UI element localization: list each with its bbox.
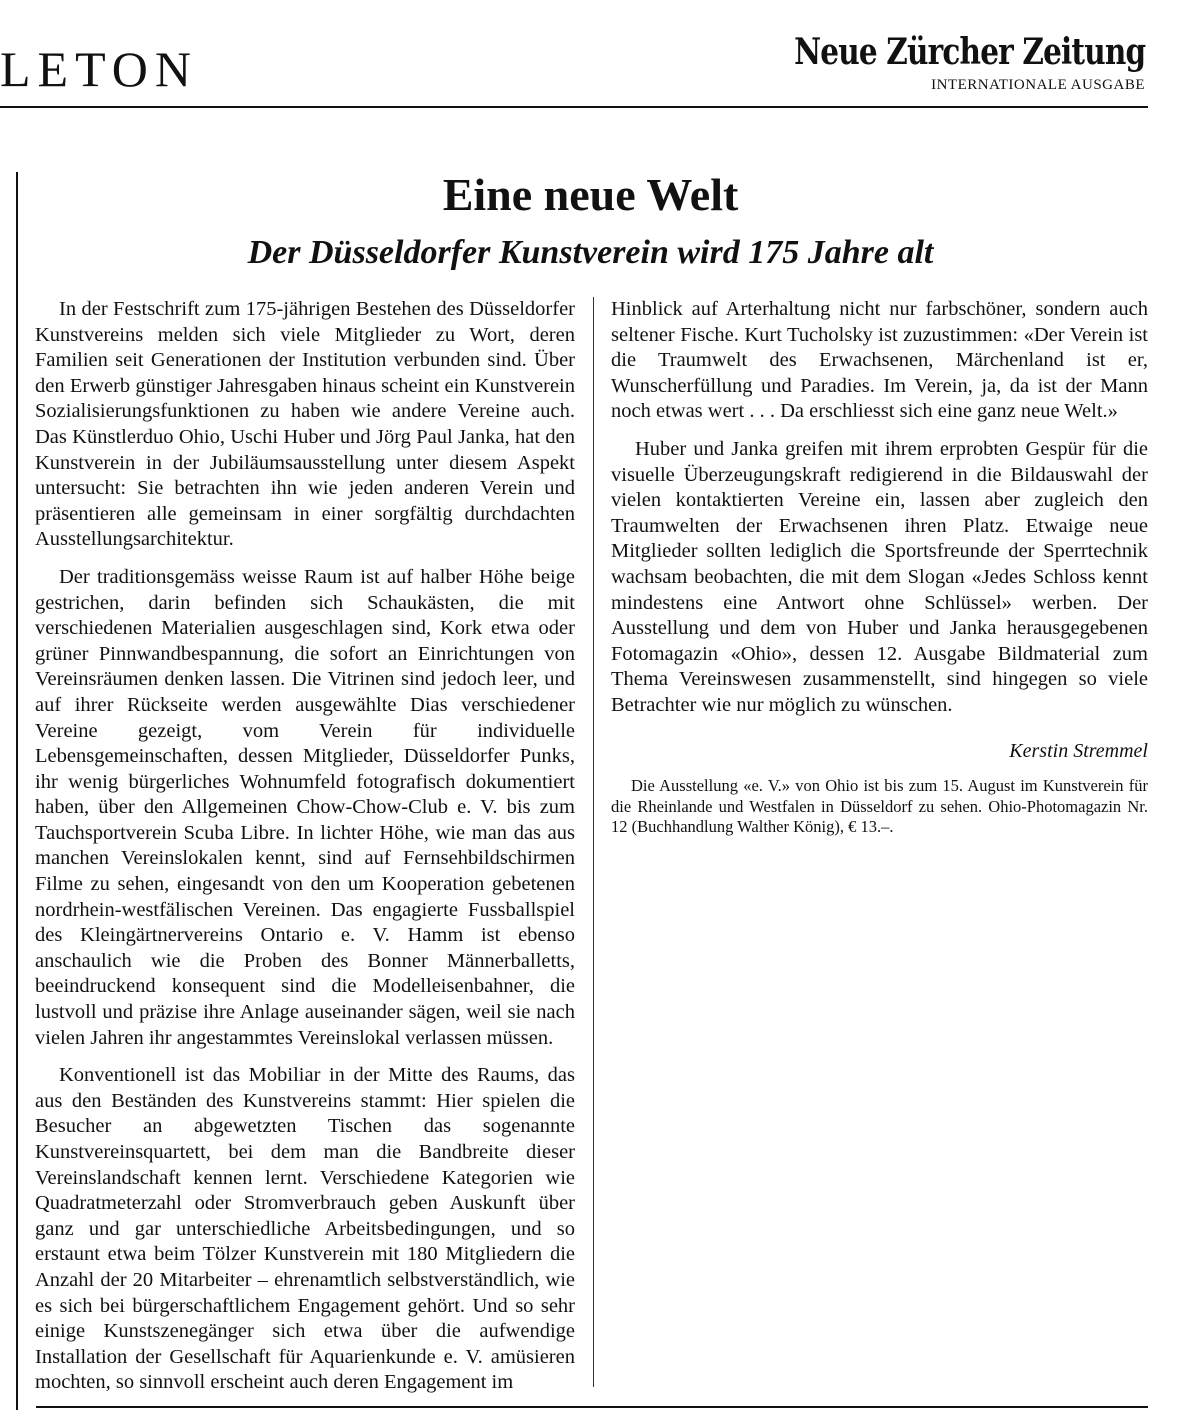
footer-rule (36, 1406, 1148, 1408)
article-paragraph: In der Festschrift zum 175-jährigen Bestehen des Düsseldorfer Kunstvereins melden sich viele Mitglieder zu Wort, deren Familien seit Generationen der Institution verbunden sind. Über den Erwerb günstiger Jahresgaben hinaus scheint ein Kunstverein Sozialisierungsfunktionen zu haben wie andere Vereine auch. Das Künstlerduo Ohio, Uschi Huber und Jörg Paul Janka, hat den Kunstverein in der Jubiläumsausstellung unter diesem Aspekt untersucht: Sie betrachten ihn wie jeden anderen Verein und präsentieren alle gemeinsam in einer sorgfältig durchdachten Ausstellungsarchitektur. (35, 298, 575, 551)
exhibition-info: Die Ausstellung «e. V.» von Ohio ist bis zum 15. August im Kunstverein für die Rheinlande und Westfalen in Düsseldorf zu sehen. Ohio-Photomagazin Nr. 12 (Buchhandlung Walther König), € 13.–. (611, 776, 1148, 837)
article-column-right (611, 297, 1148, 838)
article-column-left (35, 297, 575, 1396)
header-rule (0, 106, 1148, 108)
section-title: LETON (0, 41, 198, 97)
article-paragraph: Konventionell ist das Mobiliar in der Mitte des Raums, das aus den Beständen des Kunstvereins stammt: Hier spielen die Besucher an abgewetzten Tischen das sogenannte Kunstvereinsquartett, bei dem man die Bandbreite dieser Vereinslandschaft kennen lernt. Verschiedene Kategorien wie Quadratmeterzahl oder Stromverbrauch geben Auskunft über ganz und gar unterschiedliche Arbeitsbedingungen, und so erstaunt etwa beim Tölzer Kunstverein mit 180 Mitgliedern die Anzahl der 20 Mitarbeiter – ehrenamtlich selbstverständlich, wie es sich bei bürgerschaftlichem Engagement gehört. Und so sehr einige Kunstszenegänger sich etwa über die aufwendige Installation der Gesellschaft für Aquarienkunde e. V. amüsieren mochten, so sinnvoll erscheint auch deren Engagement im (35, 1064, 575, 1394)
article-title: Eine neue Welt (442, 169, 739, 220)
article-paragraph: Der traditionsgemäss weisse Raum ist auf halber Höhe beige gestrichen, darin befinden sich Schaukästen, die mit verschiedenen Materialien ausgeschlagen sind, Kork etwa oder grüner Pinnwandbespannung, die sofort an Einrichtungen von Vereinsräumen denken lassen. Die Vitrinen sind jedoch leer, und auf ihrer Rückseite werden ausgewählte Dias verschiedener Vereine gezeigt, vom Verein für individuelle Lebensgemeinschaften, dessen Mitglieder, Düsseldorfer Punks, ihr wenig bürgerliches Wohnumfeld fotografisch dokumentiert haben, über den Allgemeinen Chow-Chow-Club e. V. bis zum Tauchsportverein Scuba Libre. In lichter Höhe, wie man das aus manchen Vereinslokalen kennt, sind auf Fernsehbildschirmen Filme zu sehen, eingesandt von den um Kooperation gebetenen nordrhein-westfälischen Vereinen. Das engagierte Fussballspiel des Kleingärtnervereins Ontario e. V. Hamm ist ebenso anschaulich wie die Proben des Bonner Männerballetts, beeindruckend konsequent sind die Modelleisenbahner, die lustvoll und präzise ihre Anlage auseinander sägen, weil sie nach vielen Jahren ihr angestammtes Vereinslokal verlassen müssen. (35, 565, 575, 1049)
left-margin-rule (16, 172, 18, 1410)
article-paragraph-continued: Hinblick auf Arterhaltung nicht nur farbschöner, sondern auch seltener Fische. Kurt Tucholsky ist zuzustimmen: «Der Verein ist die Traumwelt des Erwachsenen, Märchenland ist er, Wunscherfüllung und Paradies. Im Verein, ja, da ist der Mann noch etwas wert . . . Da erschliesst sich eine ganz neue Welt.» (611, 298, 1148, 423)
newspaper-logo: Neue Zürcher Zeitung (793, 31, 1145, 73)
column-divider (593, 297, 594, 1387)
edition-label: INTERNATIONALE AUSGABE (931, 77, 1145, 93)
article-paragraph: Huber und Janka greifen mit ihrem erprobten Gespür für die visuelle Überzeugungskraft redigierend in die Bildauswahl der vielen kontaktierten Vereine ein, lassen aber zugleich den Traumwelten der Erwachsenen ihren Platz. Etwaige neue Mitglieder sollten lediglich die Sportsfreunde der Sperrtechnik wachsam beobachten, die mit dem Slogan «Jedes Schloss kennt mindestens eine Antwort ohne Schlüssel» werben. Der Ausstellung und dem von Huber und Janka herausgegebenen Fotomagazin «Ohio», dessen 12. Ausgabe Bildmaterial zum Thema Vereinswesen zusammenstellt, sind hingegen so viele Betrachter wie nur möglich zu wünschen. (611, 437, 1148, 716)
masthead (717, 31, 1145, 94)
article-subtitle: Der Düsseldorfer Kunstverein wird 175 Jahre alt (247, 234, 934, 271)
article-author: Kerstin Stremmel (1009, 739, 1148, 762)
